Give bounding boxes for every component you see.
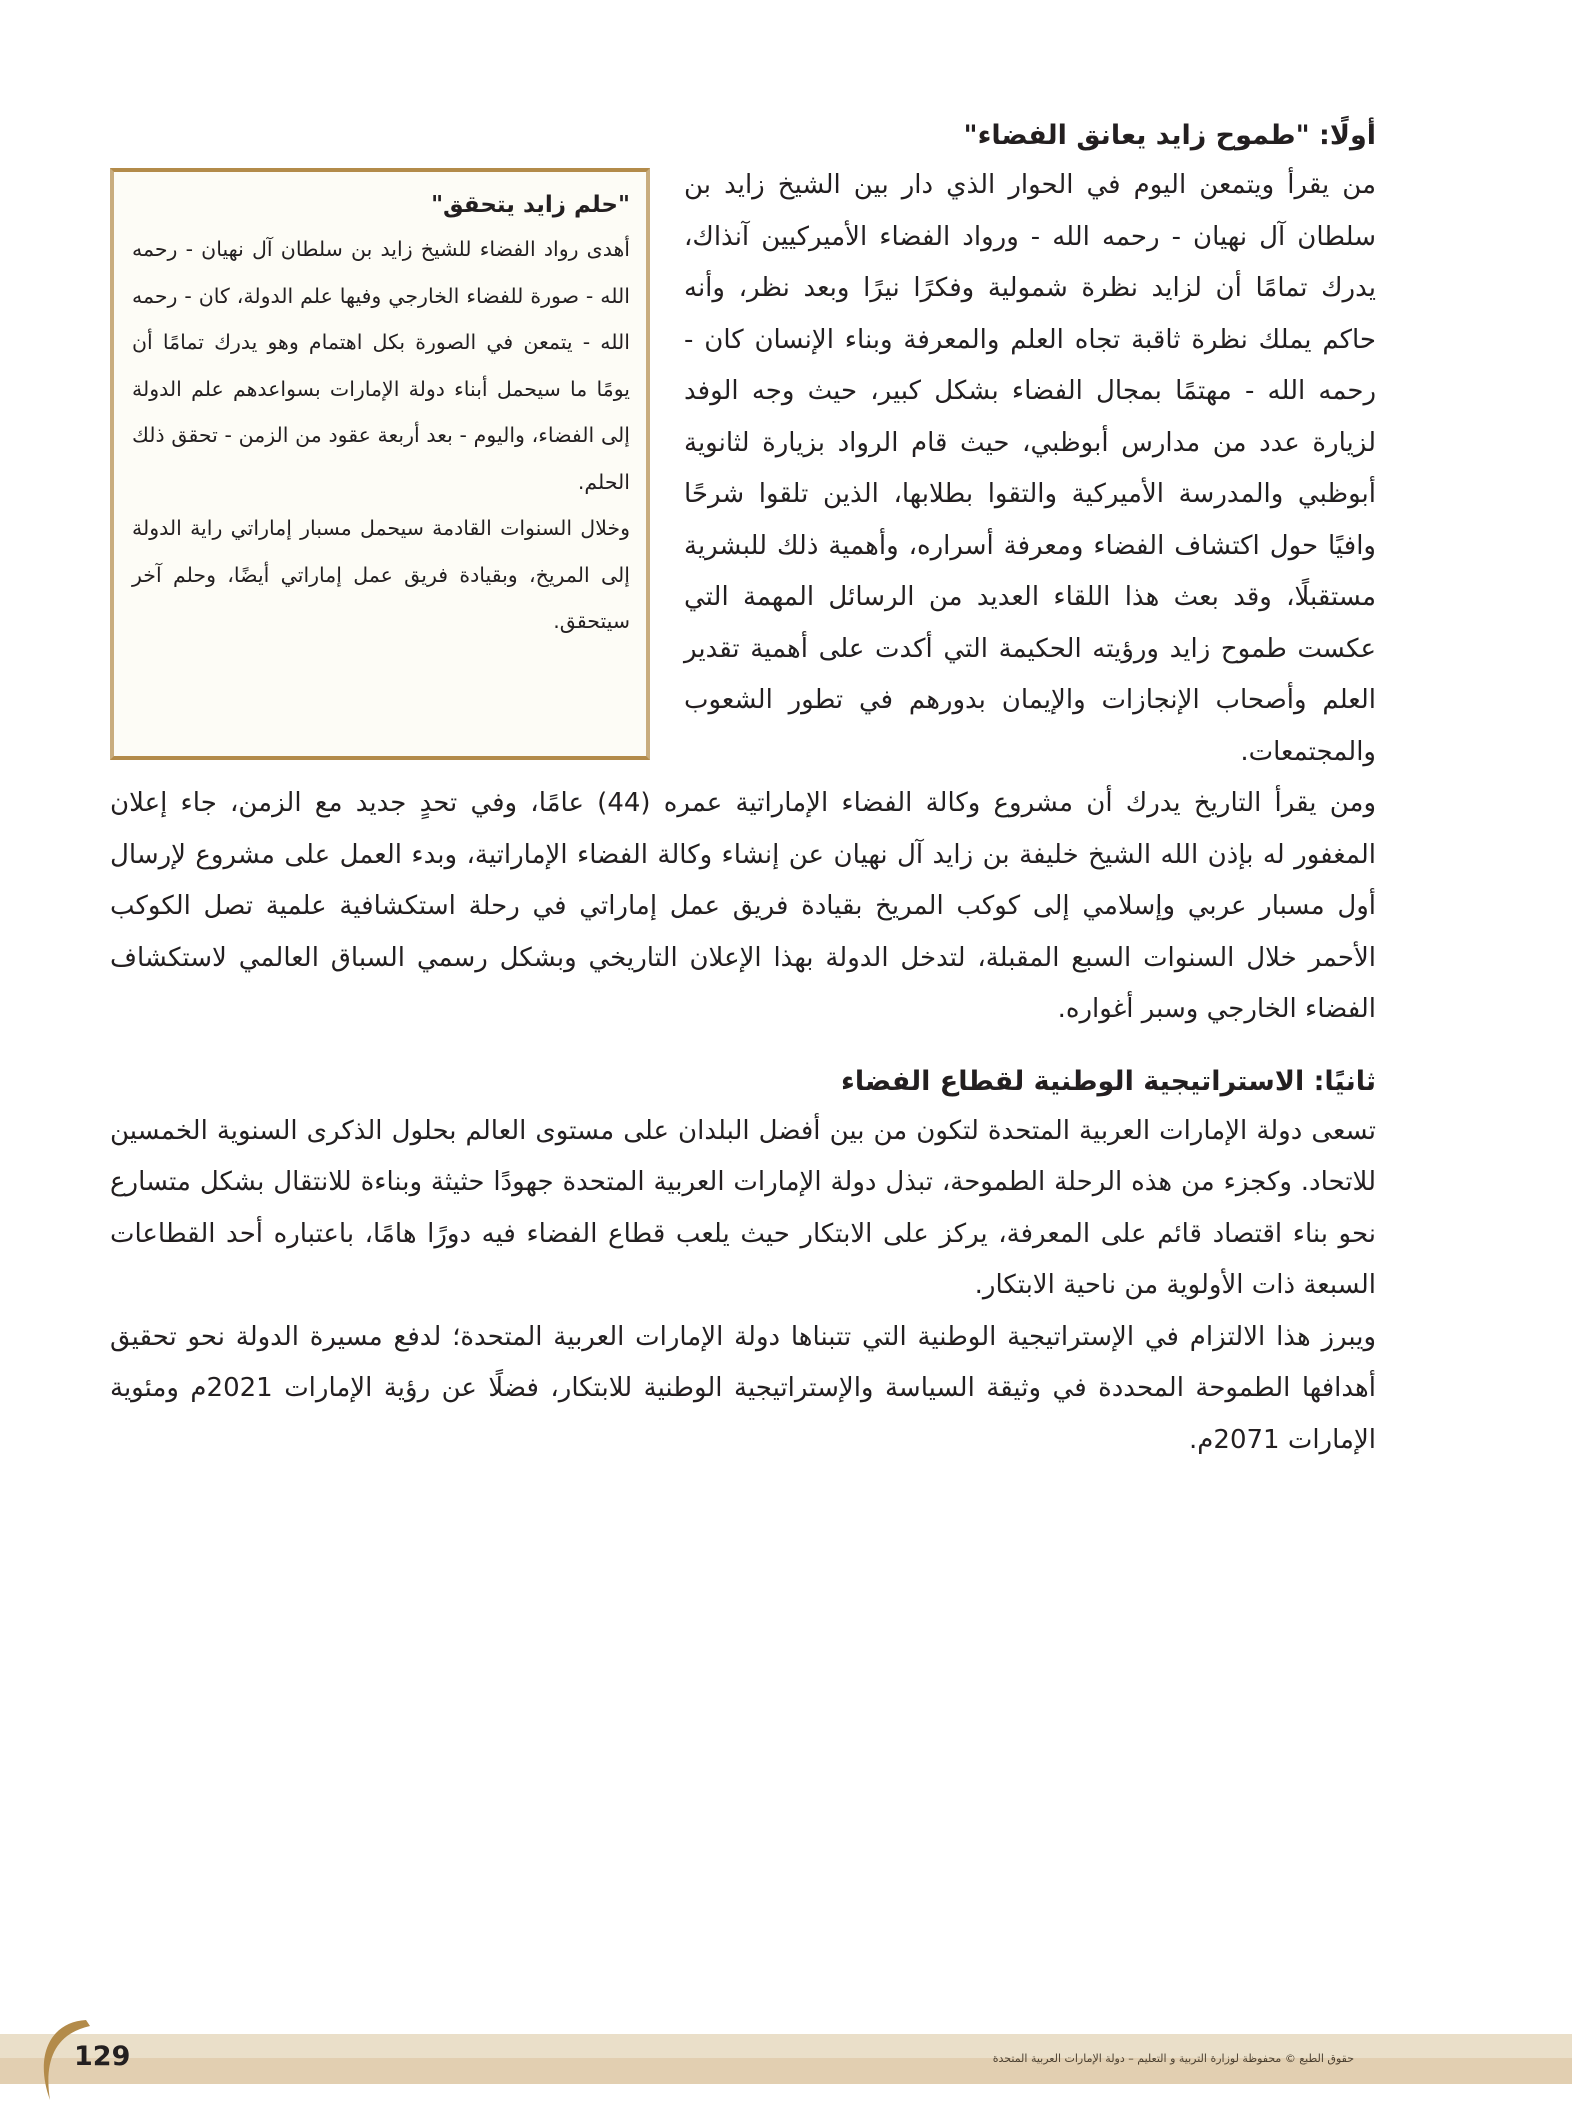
section-spacer <box>110 1036 1376 1058</box>
sidebox-zayed-dream <box>110 168 650 760</box>
section-1-title: أولًا: "طموح زايد يعانق الفضاء" <box>963 120 1376 151</box>
section-2-paragraph-2: ويبرز هذا الالتزام في الإستراتيجية الوطنية التي تتبناها دولة الإمارات العربية المتحدة؛ لدفع مسيرة الدولة نحو تحقيق أهدافها الطموحة المحددة في وثيقة السياسة والإستراتيجية الوطنية للابتكار، فضلًا عن رؤية الإمارات 2021م ومئوية الإمارات 2071م. <box>110 1321 1376 1455</box>
sidebox-title: "حلم زايد يتحقق" <box>431 192 630 218</box>
page-number: 129 <box>74 2041 131 2072</box>
section-1-paragraph-2: ومن يقرأ التاريخ يدرك أن مشروع وكالة الفضاء الإماراتية عمره (44) عامًا، وفي تحدٍ جديد مع الزمن، جاء إعلان المغفور له بإذن الله الشيخ خليفة بن زايد آل نهيان عن إنشاء وكالة الفضاء الإماراتية، وبدء العمل على مشروع لإرسال أول مسبار عربي وإسلامي إلى كوكب المريخ بقيادة فريق عمل إماراتي في رحلة استكشافية علمية تصل الكوكب الأحمر خلال السنوات السبع المقبلة، لتدخل الدولة بهذا الإعلان التاريخي وبشكل رسمي السباق العالمي لاستكشاف الفضاء الخارجي وسبر أغواره. <box>110 788 1376 1024</box>
sidebox-paragraph-1: أهدى رواد الفضاء للشيخ زايد بن سلطان آل نهيان - رحمه الله - صورة للفضاء الخارجي وفيها علم الدولة، كان - رحمه الله - يتمعن في الصورة بكل اهتمام وهو يدرك تمامًا أن يومًا ما سيحمل أبناء دولة الإمارات بسواعدهم علم الدولة إلى الفضاء، واليوم - بعد أربعة عقود من الزمن - تحقق ذلك الحلم. <box>132 237 630 494</box>
section-2-paragraph-1: تسعى دولة الإمارات العربية المتحدة لتكون من بين أفضل البلدان على مستوى العالم بحلول الذكرى السنوية الخمسين للاتحاد. وكجزء من هذه الرحلة الطموحة، تبذل دولة الإمارات العربية المتحدة جهودًا حثيثة وبناءة للانتقال بشكل متسارع نحو بناء اقتصاد قائم على المعرفة، يركز على الابتكار حيث يلعب قطاع الفضاء فيه دورًا هامًا، باعتباره أحد القطاعات السبعة ذات الأولوية من ناحية الابتكار. <box>110 1115 1376 1300</box>
sidebox-paragraph-2: وخلال السنوات القادمة سيحمل مسبار إماراتي راية الدولة إلى المريخ، وبقيادة فريق عمل إماراتي أيضًا، وحلم آخر سيتحقق. <box>132 516 630 633</box>
copyright-notice: حقوق الطبع © محفوظة لوزارة التربية و التعليم – دولة الإمارات العربية المتحدة <box>992 2052 1354 2065</box>
section-2-title: ثانيًا: الاستراتيجية الوطنية لقطاع الفضاء <box>841 1065 1376 1097</box>
section-1-paragraph-1: من يقرأ ويتمعن اليوم في الحوار الذي دار بين الشيخ زايد بن سلطان آل نهيان - رحمه الله - ورواد الفضاء الأميركيين آنذاك، يدرك تمامًا أن لزايد نظرة شمولية وفكرًا نيرًا وبعد نظر، وأنه حاكم يملك نظرة ثاقبة تجاه العلم والمعرفة وبناء الإنسان كان - رحمه الله - مهتمًا بمجال الفضاء بشكل كبير، حيث وجه الوفد لزيارة عدد من مدارس أبوظبي، حيث قام الرواد بزيارة لثانوية أبوظبي والمدرسة الأميركية والتقوا بطلابها، الذين تلقوا شرحًا وافيًا حول اكتشاف الفضاء ومعرفة أسراره، وأهمية ذلك للبشرية مستقبلًا، وقد بعث هذا اللقاء العديد من الرسائل المهمة التي عكست طموح زايد ورؤيته الحكيمة التي أكدت على أهمية تقدير العلم وأصحاب الإنجازات والإيمان بدورهم في تطور الشعوب والمجتمعات. <box>684 170 1376 767</box>
page-content <box>110 112 1376 1466</box>
